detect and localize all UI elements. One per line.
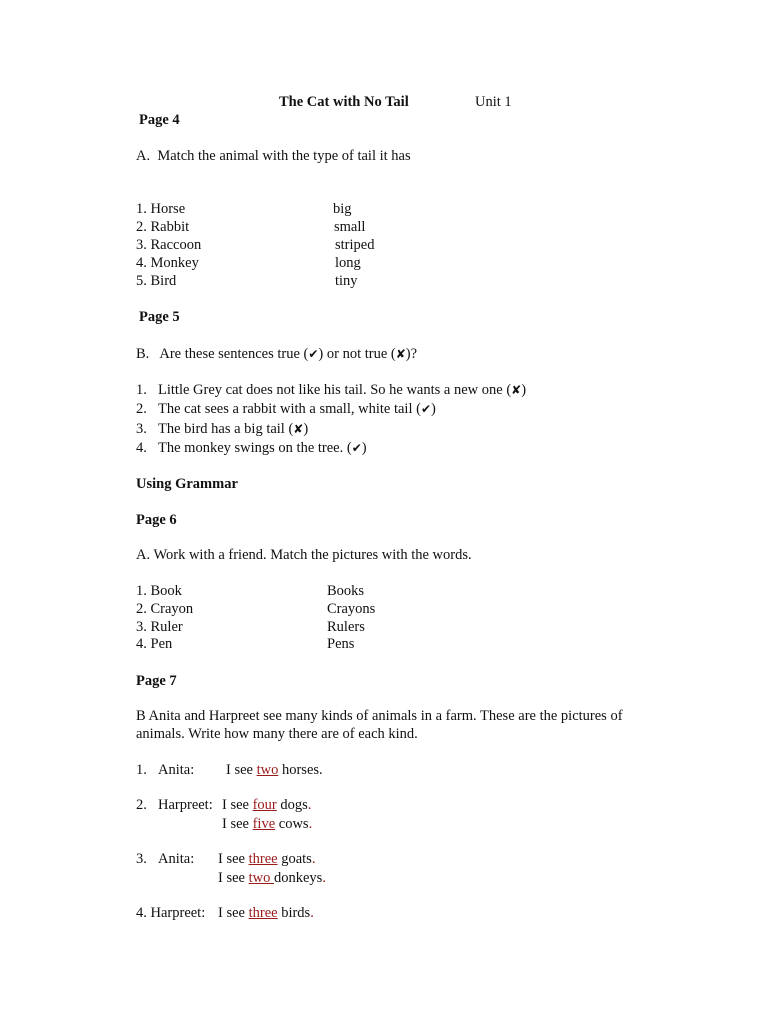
page7-heading: Page 7 (136, 673, 177, 689)
answer-sentence: I see three goats. (218, 851, 316, 867)
cross-icon: ✘ (293, 422, 304, 436)
document-title: The Cat with No Tail (279, 94, 409, 110)
tail-type: small (334, 219, 366, 235)
tail-type: tiny (335, 273, 358, 289)
speaker-label: Anita: (158, 762, 195, 778)
statement-item: The monkey swings on the tree. (✔) (158, 440, 367, 456)
unit-label: Unit 1 (475, 94, 512, 110)
statement-item: The cat sees a rabbit with a small, white tail (✔) (158, 401, 436, 417)
grammar-heading: Using Grammar (136, 476, 238, 492)
question-number: 1. (136, 762, 147, 778)
question-number: 2. (136, 797, 147, 813)
checkmark-icon: ✔ (351, 441, 362, 455)
speaker-label: 4. Harpreet: (136, 905, 206, 921)
animal-item: 4. Monkey (136, 255, 199, 271)
question-number: 3. (136, 851, 147, 867)
plural-word: Books (327, 583, 365, 599)
answer-word: five (252, 816, 276, 832)
answer-sentence: I see two donkeys. (218, 870, 326, 886)
tail-type: long (335, 255, 361, 271)
singular-word: 2. Crayon (136, 601, 194, 617)
statement-item: The bird has a big tail (✘) (158, 421, 309, 437)
cross-icon: ✘ (395, 347, 406, 361)
checkmark-icon: ✔ (420, 402, 431, 416)
page7-instruction-line2: animals. Write how many there are of each kind. (136, 726, 418, 742)
speaker-label: Harpreet: (158, 797, 213, 813)
answer-sentence: I see five cows. (222, 816, 313, 832)
answer-sentence: I see three birds. (218, 905, 314, 921)
plural-word: Rulers (327, 619, 365, 635)
singular-word: 3. Ruler (136, 619, 183, 635)
singular-word: 4. Pen (136, 636, 173, 652)
statement-number: 4. (136, 440, 147, 456)
plural-word: Crayons (327, 601, 376, 617)
page7-instruction-line1: B Anita and Harpreet see many kinds of animals in a farm. These are the pictures of (136, 708, 623, 724)
statement-number: 3. (136, 421, 147, 437)
answer-word: three (248, 905, 278, 921)
page4-instruction: A. Match the animal with the type of tail it has (136, 148, 411, 164)
page5-instruction: B. Are these sentences true (✔) or not true (✘)? (136, 346, 418, 362)
page5-heading: Page 5 (139, 309, 180, 325)
answer-word: three (248, 851, 278, 867)
animal-item: 3. Raccoon (136, 237, 202, 253)
answer-word: two (248, 870, 274, 886)
answer-word: two (256, 762, 279, 778)
page6-heading: Page 6 (136, 512, 177, 528)
statement-number: 1. (136, 382, 147, 398)
animal-item: 2. Rabbit (136, 219, 190, 235)
page4-heading: Page 4 (139, 112, 180, 128)
tail-type: striped (335, 237, 375, 253)
checkmark-icon: ✔ (308, 347, 319, 361)
animal-item: 1. Horse (136, 201, 186, 217)
answer-word: four (252, 797, 277, 813)
cross-icon: ✘ (511, 383, 522, 397)
page6-instruction: A. Work with a friend. Match the pictures with the words. (136, 547, 472, 563)
plural-word: Pens (327, 636, 355, 652)
statement-item: Little Grey cat does not like his tail. So he wants a new one (✘) (158, 382, 527, 398)
tail-type: big (333, 201, 352, 217)
statement-number: 2. (136, 401, 147, 417)
answer-sentence: I see four dogs. (222, 797, 312, 813)
speaker-label: Anita: (158, 851, 195, 867)
answer-sentence: I see two horses. (226, 762, 323, 778)
singular-word: 1. Book (136, 583, 182, 599)
animal-item: 5. Bird (136, 273, 177, 289)
